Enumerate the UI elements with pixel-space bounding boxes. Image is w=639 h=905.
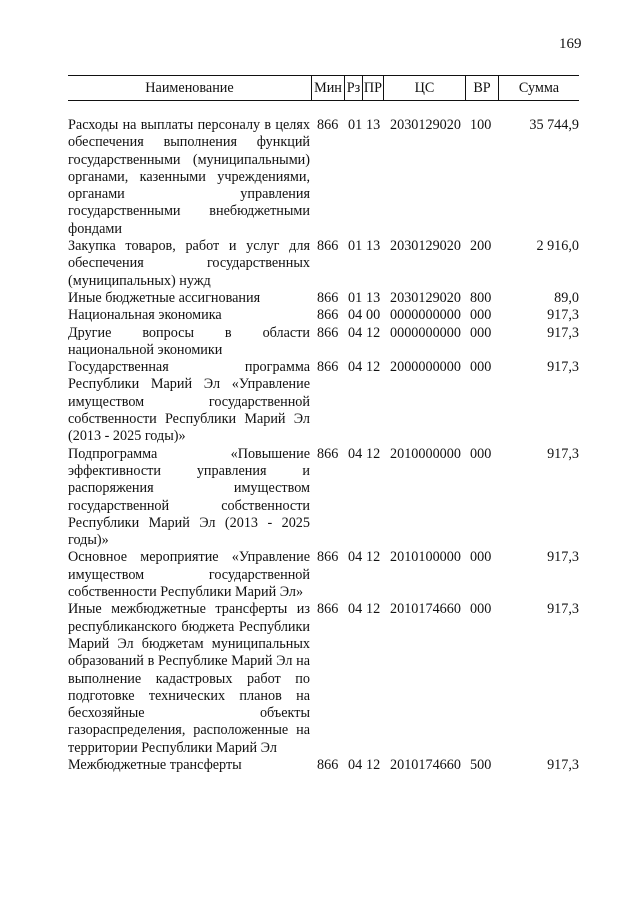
table-row — [68, 238, 579, 290]
row-rz: 04 — [348, 307, 363, 324]
row-name: Закупка товаров, работ и услуг для обеспечения государственных (муниципальных) нужд — [68, 238, 310, 289]
row-rz: 04 — [348, 324, 363, 341]
row-rz: 04 — [348, 445, 363, 462]
row-sum: 2 916,0 — [536, 238, 579, 255]
row-rz: 01 — [348, 289, 363, 306]
row-pr: 12 — [366, 601, 381, 618]
page-number: 169 — [559, 36, 582, 52]
row-sum: 917,3 — [547, 324, 579, 341]
row-name: Иные межбюджетные трансферты из республиканского бюджета Республики Марий Эл бюджетам муниципальных образований в Республике Марий Эл на выполнение кадастровых работ по подготовке технических планов на бесхозяйные объекты газораспределения, расположенные на территории Республики Марий Эл — [68, 601, 310, 756]
table-row — [68, 325, 579, 360]
row-cs: 2010000000 — [390, 445, 461, 462]
row-sum: 35 744,9 — [529, 117, 579, 133]
row-name: Национальная экономика — [68, 307, 222, 324]
row-rz: 01 — [348, 238, 363, 255]
row-cs: 2010174660 — [390, 756, 461, 773]
row-name: Другие вопросы в области национальной экономики — [68, 324, 310, 358]
header-rz: Рз — [344, 76, 362, 100]
row-pr: 12 — [366, 549, 381, 566]
row-cs: 2030129020 — [390, 289, 461, 306]
row-rz: 01 — [348, 117, 363, 133]
row-vr: 500 — [470, 756, 492, 773]
row-cs: 2030129020 — [390, 238, 461, 255]
row-pr: 13 — [366, 238, 381, 255]
row-min: 866 — [317, 359, 339, 376]
table-row — [68, 307, 579, 324]
row-min: 866 — [317, 549, 339, 566]
row-min: 866 — [317, 307, 339, 324]
row-name: Основное мероприятие «Управление имуществом государственной собственности Республики Марий Эл» — [68, 549, 310, 601]
row-vr: 000 — [470, 549, 492, 566]
table-body — [68, 117, 579, 774]
table-row — [68, 359, 579, 445]
row-min: 866 — [317, 289, 339, 306]
table-row — [68, 290, 579, 307]
header-vr: ВР — [465, 76, 498, 100]
table-row — [68, 117, 579, 238]
row-cs: 2010100000 — [390, 549, 461, 566]
row-name: Подпрограмма «Повышение эффективности управления и распоряжения имуществом государственной собственности Республики Марий Эл (2013 - 2025 годы)» — [68, 445, 310, 549]
row-cs: 2000000000 — [390, 359, 461, 376]
header-name: Наименование — [145, 79, 234, 96]
row-min: 866 — [317, 117, 339, 133]
row-sum: 917,3 — [547, 445, 579, 462]
row-vr: 000 — [470, 324, 492, 341]
header-min: Мин — [311, 76, 344, 100]
row-name: Иные бюджетные ассигнования — [68, 289, 261, 306]
row-vr: 100 — [470, 117, 492, 133]
row-pr: 00 — [366, 307, 381, 324]
row-min: 866 — [317, 756, 339, 773]
row-vr: 000 — [470, 601, 492, 618]
row-sum: 917,3 — [547, 549, 579, 566]
row-min: 866 — [317, 445, 339, 462]
row-vr: 000 — [470, 307, 492, 324]
table-row — [68, 446, 579, 550]
row-rz: 04 — [348, 549, 363, 566]
row-rz: 04 — [348, 756, 363, 773]
row-pr: 12 — [366, 359, 381, 376]
header-cs: ЦС — [383, 76, 465, 100]
row-sum: 917,3 — [547, 601, 579, 618]
row-min: 866 — [317, 324, 339, 341]
row-pr: 13 — [366, 117, 381, 133]
row-sum: 89,0 — [554, 289, 579, 306]
row-cs: 2010174660 — [390, 601, 461, 618]
row-cs: 2030129020 — [390, 117, 461, 133]
row-pr: 12 — [366, 445, 381, 462]
table-header — [68, 75, 579, 101]
row-vr: 200 — [470, 238, 492, 255]
header-sum: Сумма — [498, 76, 579, 100]
row-cs: 0000000000 — [390, 307, 461, 324]
row-rz: 04 — [348, 601, 363, 618]
table-row — [68, 757, 579, 774]
header-pr: ПР — [362, 76, 383, 100]
row-vr: 000 — [470, 359, 492, 376]
row-vr: 800 — [470, 289, 492, 306]
row-pr: 12 — [366, 324, 381, 341]
row-pr: 13 — [366, 289, 381, 306]
row-min: 866 — [317, 601, 339, 618]
row-vr: 000 — [470, 445, 492, 462]
row-name: Государственная программа Республики Марий Эл «Управление имуществом государственной собственности Республики Марий Эл (2013 - 2025 годы)» — [68, 359, 310, 445]
row-pr: 12 — [366, 756, 381, 773]
row-cs: 0000000000 — [390, 324, 461, 341]
row-name: Расходы на выплаты персоналу в целях обеспечения выполнения функций государственными (муниципальными) органами, казенными учреждениями, органами управления государственными внебюджетными фондами — [68, 117, 310, 237]
row-min: 866 — [317, 238, 339, 255]
row-rz: 04 — [348, 359, 363, 376]
row-sum: 917,3 — [547, 307, 579, 324]
row-sum: 917,3 — [547, 756, 579, 773]
table-row — [68, 549, 579, 601]
row-name: Межбюджетные трансферты — [68, 756, 242, 773]
row-sum: 917,3 — [547, 359, 579, 376]
table-row — [68, 601, 579, 757]
